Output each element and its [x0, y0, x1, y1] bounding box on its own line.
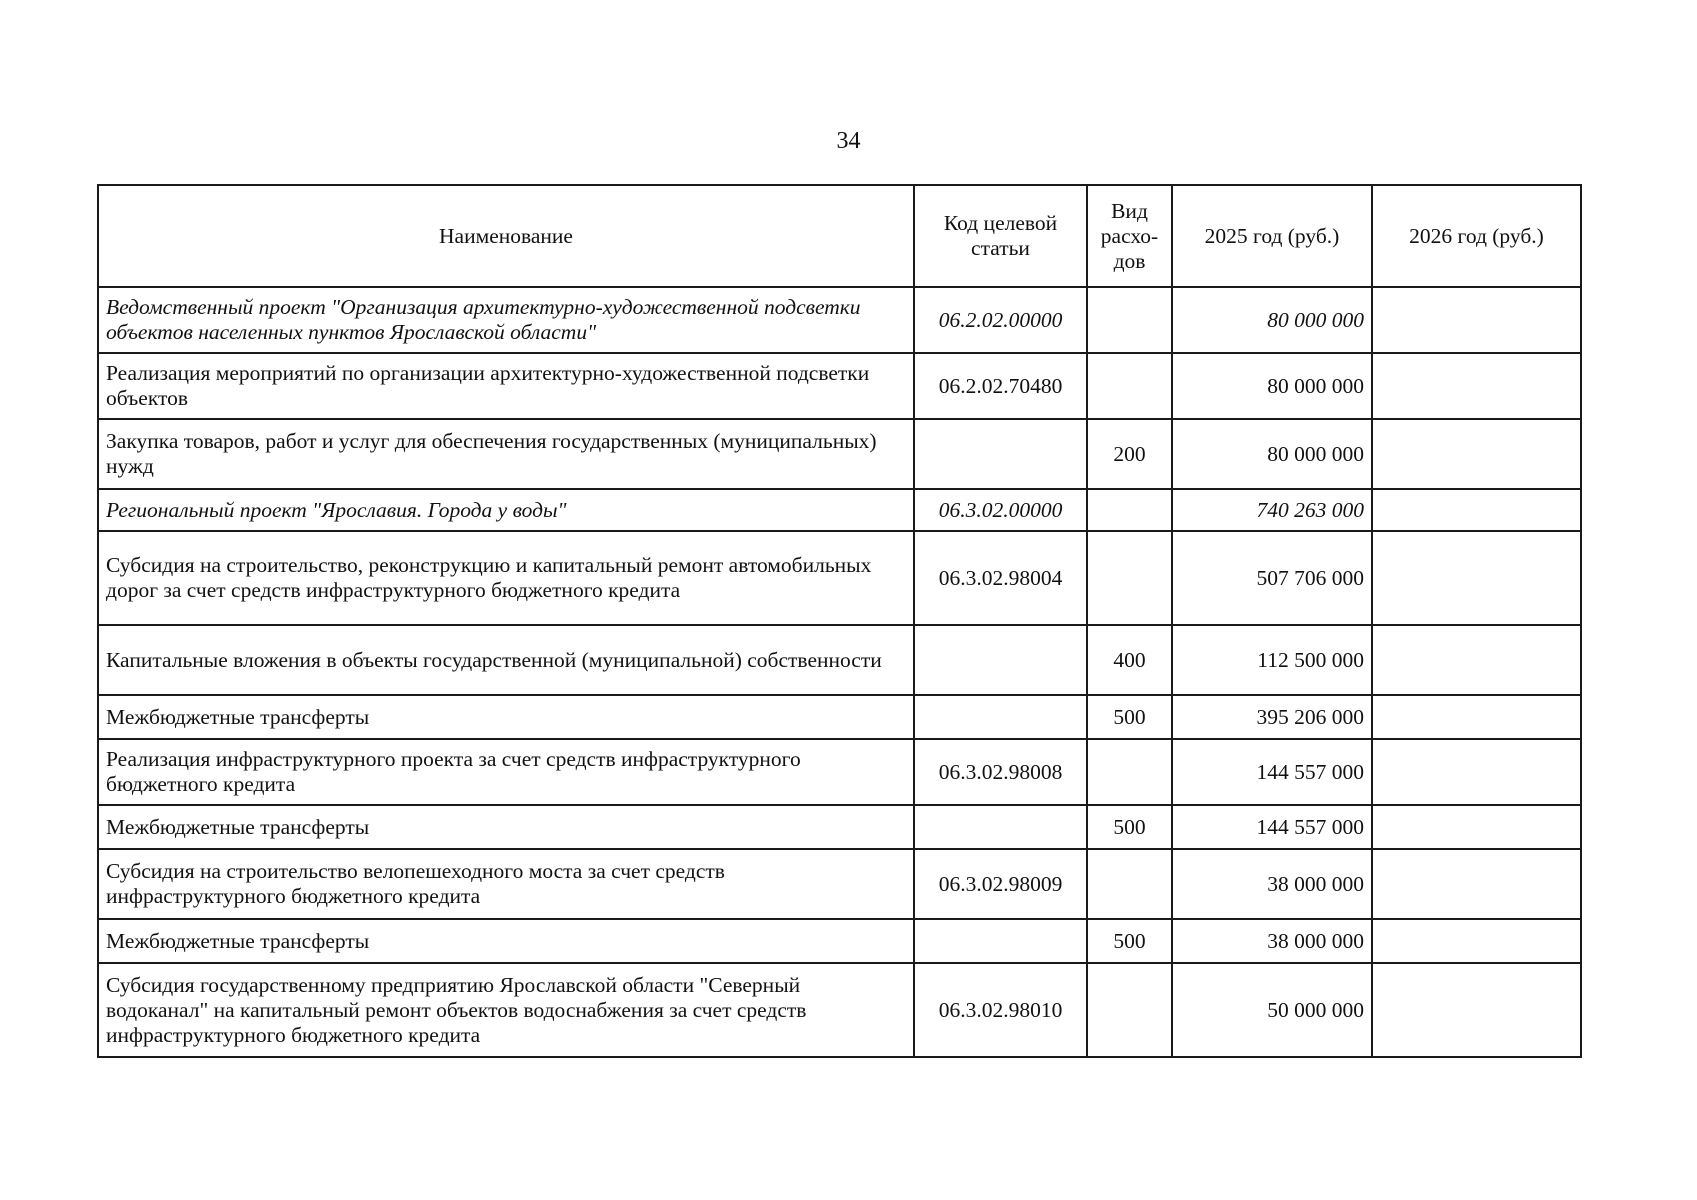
row-amount-2026	[1372, 625, 1581, 695]
table-body	[98, 287, 1581, 1057]
row-code	[914, 695, 1087, 739]
table-row	[98, 849, 1581, 919]
table-header-row	[98, 185, 1581, 287]
table-row	[98, 287, 1581, 353]
row-vid: 200	[1087, 419, 1172, 489]
row-name: Межбюджетные трансферты	[98, 919, 914, 963]
row-code: 06.3.02.98010	[914, 963, 1087, 1057]
budget-table	[97, 184, 1582, 1058]
row-amount-2026	[1372, 919, 1581, 963]
row-vid: 500	[1087, 805, 1172, 849]
row-code: 06.2.02.70480	[914, 353, 1087, 419]
table-row	[98, 531, 1581, 625]
row-amount-2026	[1372, 849, 1581, 919]
row-vid	[1087, 353, 1172, 419]
row-amount-2025: 507 706 000	[1172, 531, 1372, 625]
header-code: Код целевой статьи	[914, 185, 1087, 287]
row-code: 06.2.02.00000	[914, 287, 1087, 353]
row-amount-2025: 80 000 000	[1172, 287, 1372, 353]
row-code	[914, 919, 1087, 963]
table-row	[98, 739, 1581, 805]
row-name: Реализация мероприятий по организации архитектурно-художественной подсветки объектов	[98, 353, 914, 419]
row-amount-2025: 80 000 000	[1172, 419, 1372, 489]
header-vid: Вид расхо-дов	[1087, 185, 1172, 287]
row-code	[914, 625, 1087, 695]
row-name: Субсидия на строительство, реконструкцию и капитальный ремонт автомобильных дорог за счет средств инфраструктурного бюджетного кредита	[98, 531, 914, 625]
row-vid: 500	[1087, 695, 1172, 739]
row-amount-2026	[1372, 419, 1581, 489]
row-amount-2026	[1372, 695, 1581, 739]
row-amount-2025: 395 206 000	[1172, 695, 1372, 739]
row-name: Субсидия на строительство велопешеходного моста за счет средств инфраструктурного бюджетного кредита	[98, 849, 914, 919]
header-2025: 2025 год (руб.)	[1172, 185, 1372, 287]
row-code	[914, 805, 1087, 849]
table-row	[98, 353, 1581, 419]
table-row	[98, 625, 1581, 695]
row-name: Капитальные вложения в объекты государственной (муниципальной) собственности	[98, 625, 914, 695]
row-name: Ведомственный проект "Организация архитектурно-художественной подсветки объектов населенных пунктов Ярославской области"	[98, 287, 914, 353]
row-amount-2025: 38 000 000	[1172, 919, 1372, 963]
table-row	[98, 963, 1581, 1057]
header-name: Наименование	[98, 185, 914, 287]
row-code: 06.3.02.98004	[914, 531, 1087, 625]
row-vid: 500	[1087, 919, 1172, 963]
row-name: Межбюджетные трансферты	[98, 695, 914, 739]
row-vid	[1087, 489, 1172, 531]
row-amount-2025: 144 557 000	[1172, 739, 1372, 805]
table-row	[98, 695, 1581, 739]
row-name: Субсидия государственному предприятию Ярославской области "Северный водоканал" на капитальный ремонт объектов водоснабжения за счет средств инфраструктурного бюджетного кредита	[98, 963, 914, 1057]
row-amount-2026	[1372, 287, 1581, 353]
row-vid	[1087, 963, 1172, 1057]
row-amount-2025: 38 000 000	[1172, 849, 1372, 919]
row-amount-2025: 144 557 000	[1172, 805, 1372, 849]
row-code: 06.3.02.98008	[914, 739, 1087, 805]
row-code: 06.3.02.98009	[914, 849, 1087, 919]
row-amount-2026	[1372, 489, 1581, 531]
header-2026: 2026 год (руб.)	[1372, 185, 1581, 287]
row-name: Реализация инфраструктурного проекта за счет средств инфраструктурного бюджетного кредита	[98, 739, 914, 805]
row-vid: 400	[1087, 625, 1172, 695]
row-vid	[1087, 739, 1172, 805]
row-amount-2026	[1372, 805, 1581, 849]
table-row	[98, 919, 1581, 963]
row-code	[914, 419, 1087, 489]
row-amount-2026	[1372, 353, 1581, 419]
row-amount-2025: 740 263 000	[1172, 489, 1372, 531]
row-amount-2026	[1372, 531, 1581, 625]
page-number: 34	[836, 128, 861, 154]
row-vid	[1087, 287, 1172, 353]
row-name: Межбюджетные трансферты	[98, 805, 914, 849]
row-amount-2026	[1372, 739, 1581, 805]
row-amount-2026	[1372, 963, 1581, 1057]
table-row	[98, 489, 1581, 531]
table-row	[98, 805, 1581, 849]
row-vid	[1087, 849, 1172, 919]
row-amount-2025: 50 000 000	[1172, 963, 1372, 1057]
row-name: Закупка товаров, работ и услуг для обеспечения государственных (муниципальных) нужд	[98, 419, 914, 489]
row-amount-2025: 112 500 000	[1172, 625, 1372, 695]
row-code: 06.3.02.00000	[914, 489, 1087, 531]
table-row	[98, 419, 1581, 489]
row-name: Региональный проект "Ярославия. Города у воды"	[98, 489, 914, 531]
row-vid	[1087, 531, 1172, 625]
row-amount-2025: 80 000 000	[1172, 353, 1372, 419]
